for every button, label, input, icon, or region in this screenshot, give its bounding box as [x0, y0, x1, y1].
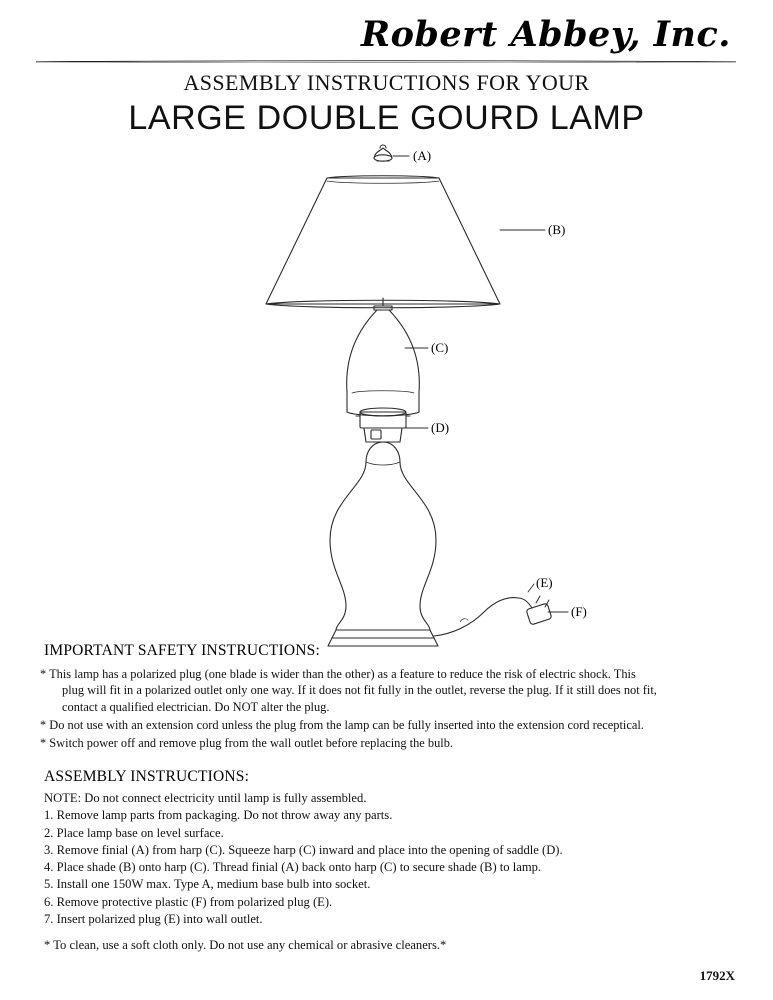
header-divider-rule [36, 60, 736, 63]
assembly-step: 2. Place lamp base on level surface. [44, 825, 224, 840]
assembly-step: 5. Install one 150W max. Type A, medium base bulb into socket. [44, 877, 371, 892]
safety-item: * Do not use with an extension cord unless the plug from the lamp can be fully inserted into the extension cord receptical. [40, 717, 644, 732]
safety-item [40, 666, 734, 715]
polarized-plug-shape [518, 596, 552, 625]
lamp-diagram [0, 140, 773, 650]
callout-a: (A) [413, 148, 432, 163]
socket-saddle-shape [356, 408, 410, 442]
safety-heading: IMPORTANT SAFETY INSTRUCTIONS: [44, 642, 320, 659]
callout-f: (F) [571, 604, 587, 619]
callout-c: (C) [431, 340, 449, 355]
assembly-step: 6. Remove protective plastic (F) from polarized plug (E). [44, 894, 333, 909]
safety-item-line: * This lamp has a polarized plug (one blade is wider than the other) as a feature to reduce the risk of electric shock. This [40, 667, 636, 681]
lamp-shade-shape [266, 176, 500, 308]
assembly-step: 7. Insert polarized plug (E) into wall outlet. [44, 911, 263, 926]
harp-shape [347, 298, 420, 416]
assembly-step: 1. Remove lamp parts from packaging. Do not throw away any parts. [44, 808, 393, 823]
assembly-step: 3. Remove finial (A) from harp (C). Squeeze harp (C) inward and place into the opening of saddle (D). [44, 842, 563, 857]
callout-b: (B) [548, 222, 566, 237]
lamp-base-shape [328, 630, 438, 646]
safety-item-line: contact a qualified electrician. Do NOT alter the plug. [62, 699, 330, 714]
page-title: LARGE DOUBLE GOURD LAMP [128, 99, 645, 137]
safety-item-line: plug will fit in a polarized outlet only one way. If it does not fit fully in the outlet, reverse the plug. If it still does not fit, [62, 683, 657, 698]
cleaning-note: * To clean, use a soft cloth only. Do not use any chemical or abrasive cleaners.* [44, 938, 447, 952]
callout-e: (E) [536, 575, 553, 590]
assembly-step: 4. Place shade (B) onto harp (C). Thread finial (A) back onto harp (C) to secure shade (B) to lamp. [44, 860, 542, 874]
assembly-heading: ASSEMBLY INSTRUCTIONS: [44, 768, 250, 785]
assembly-steps-list [44, 790, 734, 928]
callout-d: (D) [431, 420, 450, 435]
safety-instructions-list [40, 666, 734, 753]
safety-item: * Switch power off and remove plug from the wall outlet before replacing the bulb. [40, 736, 454, 750]
brand-wordmark: Robert Abbey, Inc. [360, 14, 731, 55]
power-cord-shape [434, 598, 518, 636]
assembly-note: NOTE: Do not connect electricity until lamp is fully assembled. [44, 791, 367, 805]
subtitle-line: ASSEMBLY INSTRUCTIONS FOR YOUR [183, 70, 590, 95]
document-code: 1792X [699, 968, 735, 983]
finial-shape [374, 145, 392, 161]
lamp-illustration [0, 140, 773, 650]
double-gourd-body-shape [330, 442, 436, 630]
